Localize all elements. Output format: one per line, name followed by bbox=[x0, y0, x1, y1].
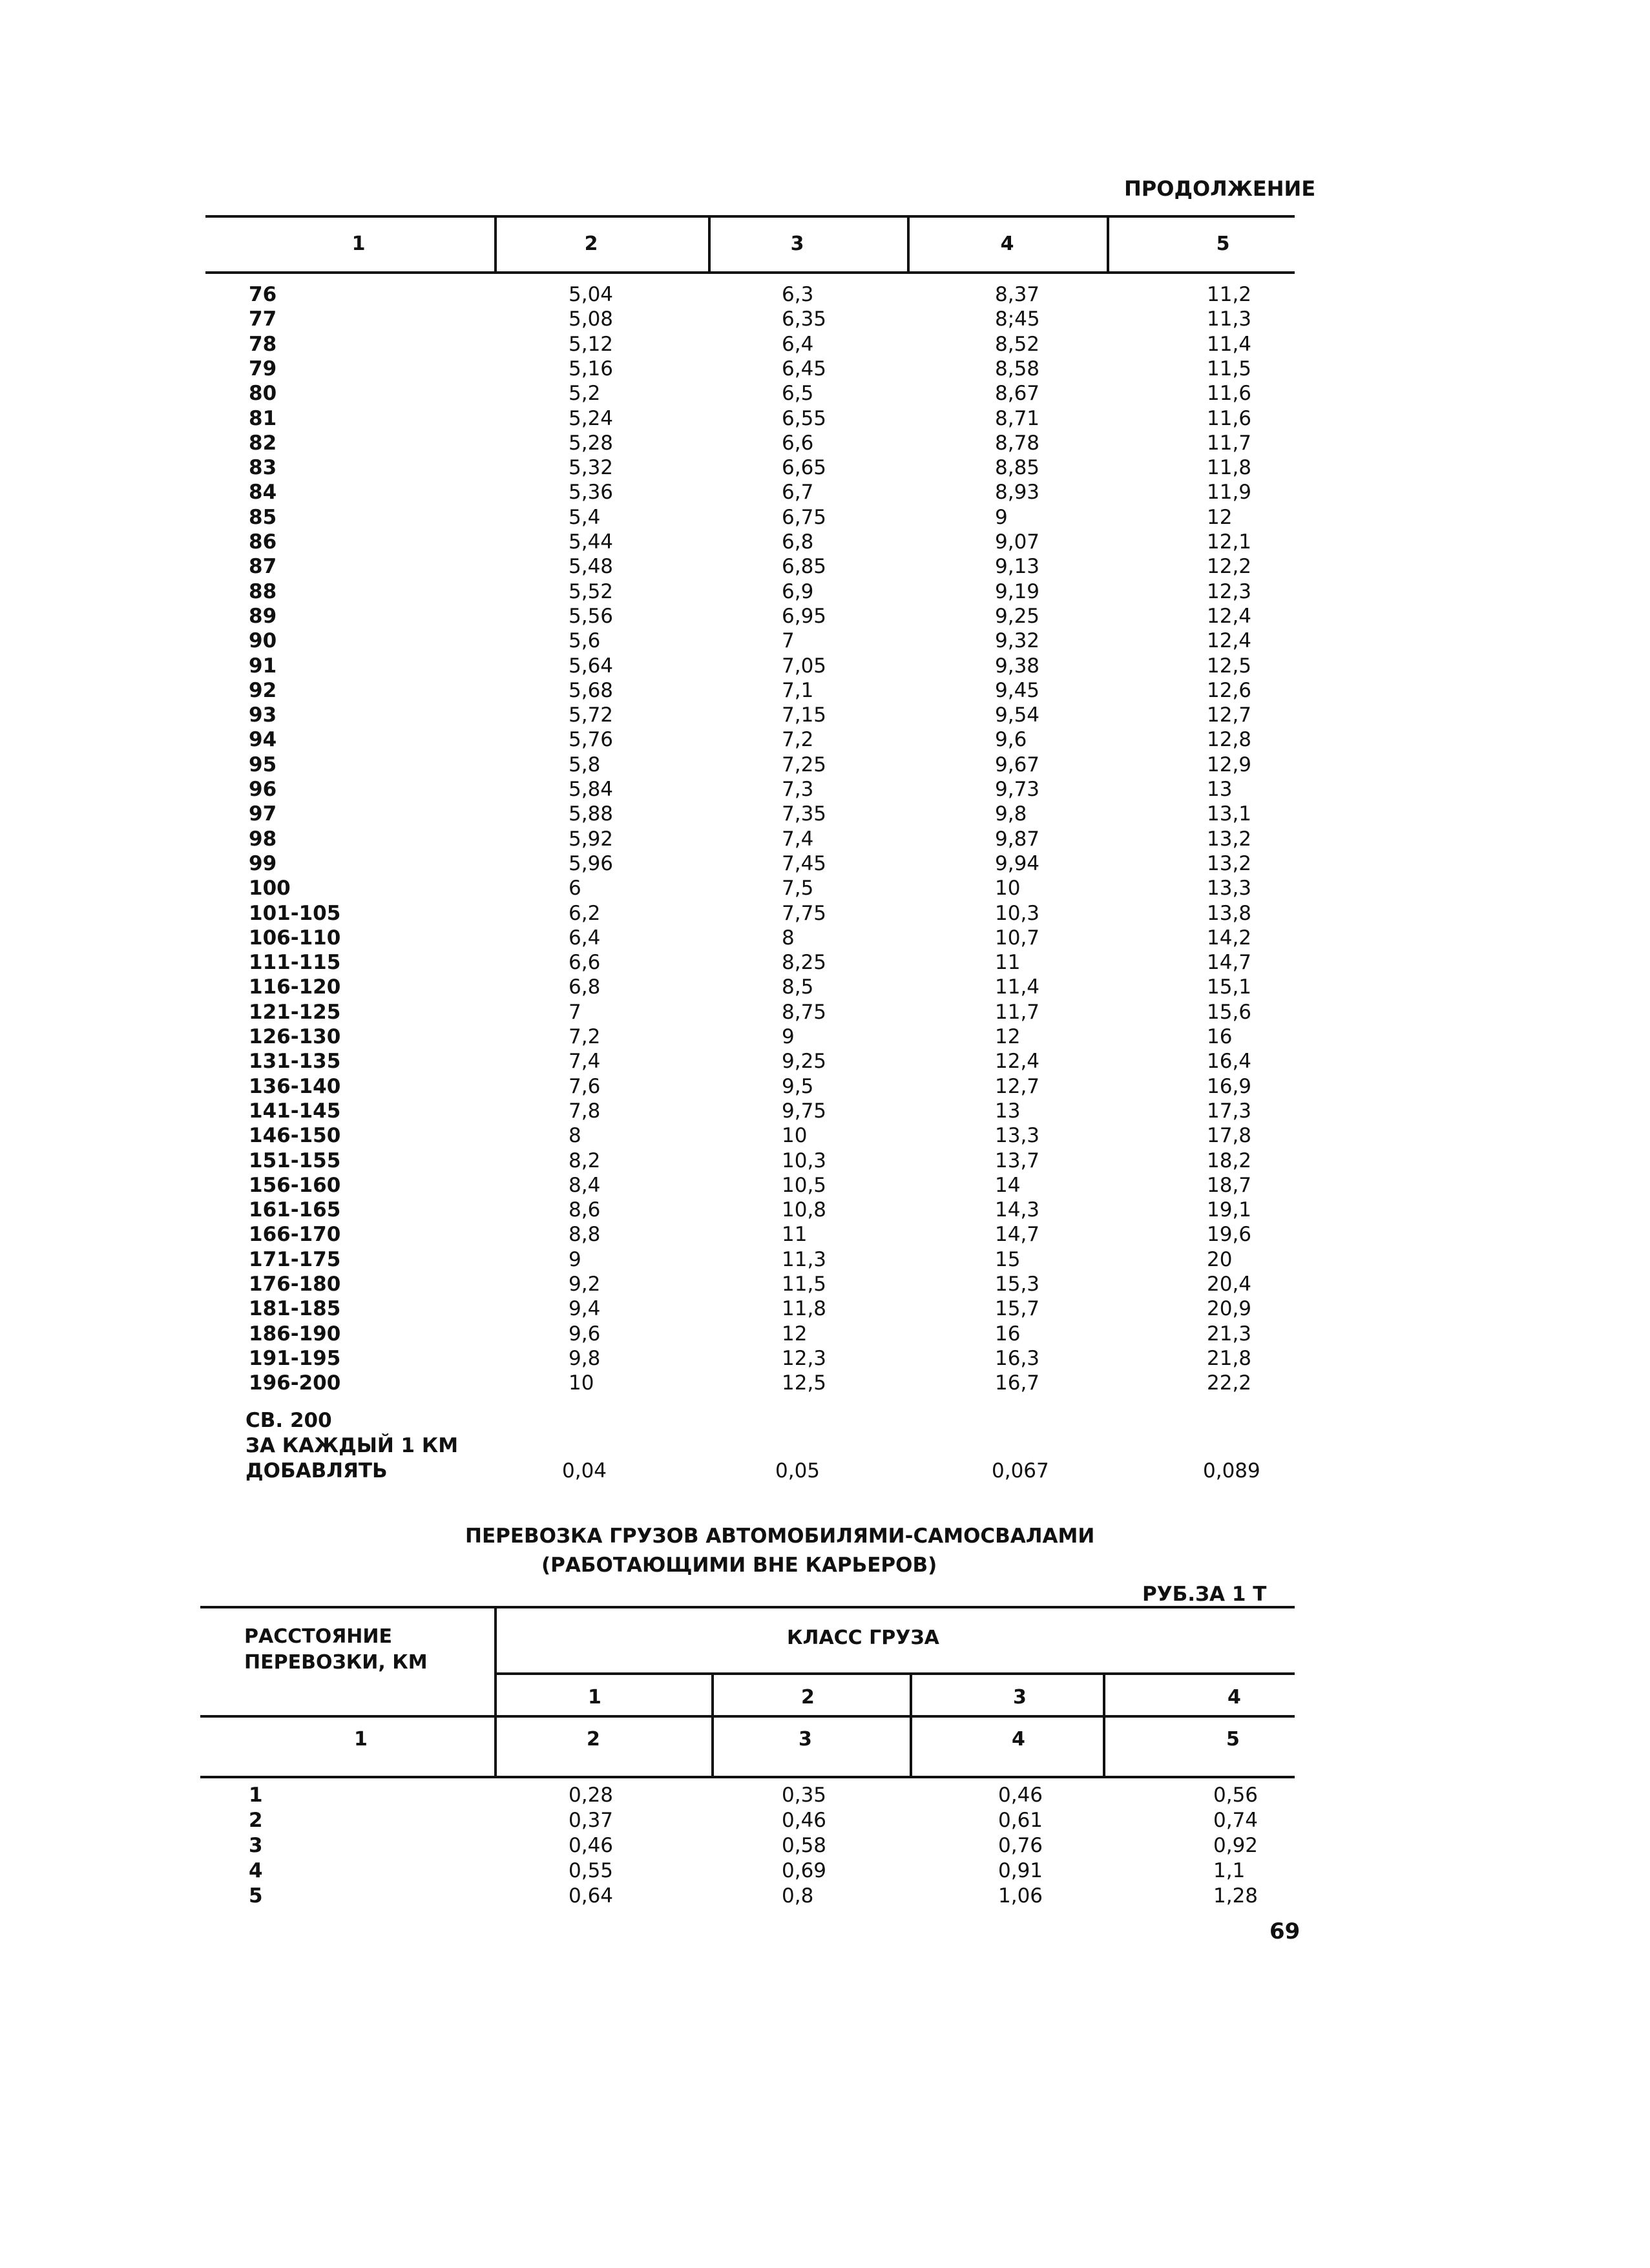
row-distance: 171-175 bbox=[249, 1247, 341, 1271]
table-cell: 7,2 bbox=[569, 1025, 601, 1048]
row-distance: 87 bbox=[249, 555, 277, 579]
row-distance: 86 bbox=[249, 530, 277, 554]
table-cell: 11 bbox=[995, 951, 1021, 975]
table-cell: 5,52 bbox=[569, 579, 614, 603]
continuation-label: ПРОДОЛЖЕНИЕ bbox=[1124, 176, 1316, 201]
table1-col-divider-1 bbox=[494, 215, 497, 274]
table-cell: 6,7 bbox=[782, 481, 814, 505]
table-cell: 8,71 bbox=[995, 406, 1040, 430]
table-cell: 5,92 bbox=[569, 827, 614, 851]
table-cell: 12 bbox=[995, 1025, 1021, 1048]
table-cell: 0,46 bbox=[998, 1784, 1043, 1807]
row-distance: 90 bbox=[249, 629, 277, 653]
table-cell: 6,75 bbox=[782, 505, 827, 529]
table-cell: 7,6 bbox=[569, 1074, 601, 1098]
table-cell: 0,61 bbox=[998, 1809, 1043, 1832]
table-cell: 7,25 bbox=[782, 753, 827, 776]
table-cell: 9,54 bbox=[995, 703, 1040, 727]
table-cell: 0,46 bbox=[569, 1834, 614, 1857]
table-cell: 7,05 bbox=[782, 654, 827, 678]
table2-column-number: 4 bbox=[1012, 1728, 1025, 1751]
table-cell: 13 bbox=[995, 1099, 1021, 1123]
table-cell: 5,6 bbox=[569, 629, 601, 653]
table-cell: 10,7 bbox=[995, 926, 1040, 950]
table-cell: 8,8 bbox=[569, 1223, 601, 1247]
table2-top-rule bbox=[200, 1606, 1295, 1608]
table1-col-divider-3 bbox=[907, 215, 910, 274]
table-cell: 6,4 bbox=[782, 332, 814, 356]
table-cell: 0,56 bbox=[1213, 1784, 1258, 1807]
table-cell: 12,7 bbox=[995, 1074, 1040, 1098]
row-distance: 156-160 bbox=[249, 1173, 341, 1197]
table-cell: 8,2 bbox=[569, 1149, 601, 1172]
row-distance: 89 bbox=[249, 604, 277, 628]
table-cell: 1,28 bbox=[1213, 1884, 1258, 1908]
row-distance: 100 bbox=[249, 877, 291, 900]
table-cell: 8,75 bbox=[782, 1000, 827, 1024]
per-km-label: ЗА КАЖДЫЙ 1 КМ bbox=[245, 1434, 459, 1457]
table-cell: 7,4 bbox=[569, 1050, 601, 1074]
table-cell: 9,73 bbox=[995, 778, 1040, 801]
table-cell: 7,1 bbox=[782, 678, 814, 702]
table-cell: 8,93 bbox=[995, 481, 1040, 505]
table-cell: 16,3 bbox=[995, 1346, 1040, 1370]
table-cell: 5,44 bbox=[569, 530, 614, 554]
table-cell: 5,72 bbox=[569, 703, 614, 727]
row-distance: 84 bbox=[249, 481, 277, 505]
table-cell: 11,4 bbox=[995, 975, 1040, 999]
table-cell: 9,6 bbox=[995, 728, 1027, 752]
table1-top-rule bbox=[205, 215, 1295, 218]
table-cell: 0,46 bbox=[782, 1809, 827, 1832]
table-cell: 15,3 bbox=[995, 1273, 1040, 1296]
row-distance: 98 bbox=[249, 827, 277, 851]
table-cell: 21,8 bbox=[1207, 1346, 1252, 1370]
table-cell: 9,5 bbox=[782, 1074, 814, 1098]
row-distance: 121-125 bbox=[249, 1000, 341, 1024]
table-cell: 10 bbox=[782, 1124, 808, 1148]
row-distance: 81 bbox=[249, 406, 277, 430]
table-cell: 12,5 bbox=[782, 1371, 827, 1395]
table-cell: 6,6 bbox=[782, 431, 814, 455]
table-cell: 7,2 bbox=[782, 728, 814, 752]
add-value: 0,089 bbox=[1203, 1459, 1260, 1483]
table-cell: 11,5 bbox=[782, 1273, 827, 1296]
table-cell: 6,85 bbox=[782, 555, 827, 579]
table-cell: 9,75 bbox=[782, 1099, 827, 1123]
cargo-class-number: 1 bbox=[588, 1686, 601, 1709]
table-cell: 13,7 bbox=[995, 1149, 1040, 1172]
table2-col-divider-3 bbox=[910, 1672, 912, 1778]
table-cell: 0,69 bbox=[782, 1859, 827, 1882]
table-cell: 9,45 bbox=[995, 678, 1040, 702]
table-cell: 9 bbox=[782, 1025, 795, 1048]
table-cell: 6,35 bbox=[782, 307, 827, 331]
table1-column-header: 5 bbox=[1216, 233, 1230, 255]
table-cell: 15,7 bbox=[995, 1297, 1040, 1321]
distance-header-line2: ПЕРЕВОЗКИ, КМ bbox=[244, 1651, 428, 1674]
table-cell: 12,1 bbox=[1207, 530, 1252, 554]
table-cell: 7,8 bbox=[569, 1099, 601, 1123]
table-cell: 14,7 bbox=[1207, 951, 1252, 975]
table-cell: 8,85 bbox=[995, 456, 1040, 480]
section2-unit: РУБ.ЗА 1 Т bbox=[1142, 1583, 1267, 1606]
table-cell: 8,25 bbox=[782, 951, 827, 975]
table-cell: 12 bbox=[782, 1322, 808, 1346]
table-cell: 9 bbox=[569, 1247, 581, 1271]
table-cell: 0,55 bbox=[569, 1859, 614, 1882]
table-cell: 13,2 bbox=[1207, 827, 1252, 851]
table-cell: 12,4 bbox=[1207, 629, 1252, 653]
table2-column-number: 1 bbox=[354, 1728, 368, 1751]
table2-header-bottom-rule bbox=[200, 1776, 1295, 1778]
table-cell: 14 bbox=[995, 1173, 1021, 1197]
table-cell: 11,6 bbox=[1207, 382, 1252, 406]
table-cell: 6,3 bbox=[782, 283, 814, 306]
table-cell: 12,9 bbox=[1207, 753, 1252, 776]
row-distance: 5 bbox=[249, 1884, 263, 1908]
table-cell: 6,45 bbox=[782, 357, 827, 380]
add-value: 0,04 bbox=[562, 1459, 607, 1483]
row-distance: 196-200 bbox=[249, 1371, 341, 1395]
table-cell: 7,5 bbox=[782, 877, 814, 900]
row-distance: 126-130 bbox=[249, 1025, 341, 1048]
table-cell: 5,8 bbox=[569, 753, 601, 776]
section2-title-line2: (РАБОТАЮЩИМИ ВНЕ КАРЬЕРОВ) bbox=[541, 1554, 937, 1577]
section2-title-line1: ПЕРЕВОЗКА ГРУЗОВ АВТОМОБИЛЯМИ-САМОСВАЛАМИ bbox=[465, 1524, 1095, 1548]
table-cell: 0,8 bbox=[782, 1884, 814, 1908]
table-cell: 10,3 bbox=[782, 1149, 827, 1172]
row-distance: 79 bbox=[249, 357, 277, 380]
table-cell: 12,2 bbox=[1207, 555, 1252, 579]
table-cell: 16,4 bbox=[1207, 1050, 1252, 1074]
page-number: 69 bbox=[1269, 1919, 1300, 1944]
row-distance: 96 bbox=[249, 778, 277, 801]
table-cell: 9,07 bbox=[995, 530, 1040, 554]
table-cell: 9,2 bbox=[569, 1273, 601, 1296]
row-distance: 2 bbox=[249, 1809, 263, 1832]
row-distance: 92 bbox=[249, 678, 277, 702]
table-cell: 10,5 bbox=[782, 1173, 827, 1197]
row-distance: 85 bbox=[249, 505, 277, 529]
table-cell: 5,24 bbox=[569, 406, 614, 430]
row-distance: 76 bbox=[249, 283, 277, 306]
table-cell: 9 bbox=[995, 505, 1008, 529]
table-cell: 8,6 bbox=[569, 1198, 601, 1222]
cargo-class-number: 2 bbox=[801, 1686, 815, 1709]
row-distance: 146-150 bbox=[249, 1124, 341, 1148]
table-cell: 8,67 bbox=[995, 382, 1040, 406]
table-cell: 0,76 bbox=[998, 1834, 1043, 1857]
table-cell: 8,37 bbox=[995, 283, 1040, 306]
table-cell: 13,1 bbox=[1207, 802, 1252, 826]
row-distance: 191-195 bbox=[249, 1346, 341, 1370]
table-cell: 5,4 bbox=[569, 505, 601, 529]
table-cell: 13,8 bbox=[1207, 901, 1252, 925]
table1-column-header: 2 bbox=[584, 233, 598, 255]
table-cell: 16 bbox=[995, 1322, 1021, 1346]
table-cell: 10 bbox=[995, 877, 1021, 900]
row-distance: 4 bbox=[249, 1859, 263, 1882]
table-cell: 7,35 bbox=[782, 802, 827, 826]
table-cell: 6,2 bbox=[569, 901, 601, 925]
table-cell: 0,64 bbox=[569, 1884, 614, 1908]
table-cell: 17,3 bbox=[1207, 1099, 1252, 1123]
table1-col-divider-2 bbox=[708, 215, 711, 274]
table-cell: 9,8 bbox=[569, 1346, 601, 1370]
table-cell: 13,3 bbox=[1207, 877, 1252, 900]
row-distance: 176-180 bbox=[249, 1273, 341, 1296]
table-cell: 0,92 bbox=[1213, 1834, 1258, 1857]
table-cell: 12,8 bbox=[1207, 728, 1252, 752]
add-value: 0,067 bbox=[992, 1459, 1049, 1483]
table-cell: 11,4 bbox=[1207, 332, 1252, 356]
table-cell: 9,38 bbox=[995, 654, 1040, 678]
table-cell: 12,5 bbox=[1207, 654, 1252, 678]
row-distance: 136-140 bbox=[249, 1074, 341, 1098]
row-distance: 77 bbox=[249, 307, 277, 331]
table2-col-divider-4 bbox=[1103, 1672, 1105, 1778]
table-cell: 10,3 bbox=[995, 901, 1040, 925]
table-cell: 0,35 bbox=[782, 1784, 827, 1807]
table-cell: 6,65 bbox=[782, 456, 827, 480]
table-cell: 6,9 bbox=[782, 579, 814, 603]
table-cell: 5,12 bbox=[569, 332, 614, 356]
table-cell: 1,1 bbox=[1213, 1859, 1246, 1882]
table-cell: 11,7 bbox=[995, 1000, 1040, 1024]
table-cell: 0,37 bbox=[569, 1809, 614, 1832]
row-distance: 88 bbox=[249, 579, 277, 603]
table-cell: 10 bbox=[569, 1371, 594, 1395]
table-cell: 22,2 bbox=[1207, 1371, 1252, 1395]
table-cell: 7,75 bbox=[782, 901, 827, 925]
table-cell: 5,32 bbox=[569, 456, 614, 480]
table-cell: 8;45 bbox=[995, 307, 1040, 331]
row-distance: 141-145 bbox=[249, 1099, 341, 1123]
table-cell: 12 bbox=[1207, 505, 1233, 529]
table1-column-header: 3 bbox=[790, 233, 804, 255]
row-distance: 161-165 bbox=[249, 1198, 341, 1222]
table-cell: 16 bbox=[1207, 1025, 1233, 1048]
over-200-label: СВ. 200 bbox=[245, 1409, 332, 1432]
table-cell: 12,4 bbox=[1207, 604, 1252, 628]
table-cell: 1,06 bbox=[998, 1884, 1043, 1908]
table-cell: 5,64 bbox=[569, 654, 614, 678]
table-cell: 5,68 bbox=[569, 678, 614, 702]
table-cell: 11,5 bbox=[1207, 357, 1252, 380]
row-distance: 99 bbox=[249, 851, 277, 875]
table-cell: 5,2 bbox=[569, 382, 601, 406]
table-cell: 7 bbox=[569, 1000, 581, 1024]
cargo-class-header: КЛАСС ГРУЗА bbox=[787, 1627, 939, 1649]
table-cell: 0,74 bbox=[1213, 1809, 1258, 1832]
row-distance: 116-120 bbox=[249, 975, 341, 999]
cargo-class-number: 3 bbox=[1013, 1686, 1027, 1709]
table-cell: 9,94 bbox=[995, 851, 1040, 875]
table-cell: 13 bbox=[1207, 778, 1233, 801]
table-cell: 20,4 bbox=[1207, 1273, 1252, 1296]
table-cell: 9,87 bbox=[995, 827, 1040, 851]
table-cell: 6,95 bbox=[782, 604, 827, 628]
table-cell: 5,96 bbox=[569, 851, 614, 875]
table-cell: 6,4 bbox=[569, 926, 601, 950]
table-cell: 19,6 bbox=[1207, 1223, 1252, 1247]
row-distance: 93 bbox=[249, 703, 277, 727]
row-distance: 1 bbox=[249, 1784, 263, 1807]
table-cell: 11,3 bbox=[1207, 307, 1252, 331]
table-cell: 21,3 bbox=[1207, 1322, 1252, 1346]
table-cell: 9,25 bbox=[782, 1050, 827, 1074]
table-cell: 11,2 bbox=[1207, 283, 1252, 306]
row-distance: 106-110 bbox=[249, 926, 341, 950]
row-distance: 166-170 bbox=[249, 1223, 341, 1247]
table-cell: 20 bbox=[1207, 1247, 1233, 1271]
table-cell: 12,6 bbox=[1207, 678, 1252, 702]
table-cell: 7,15 bbox=[782, 703, 827, 727]
table-cell: 15,6 bbox=[1207, 1000, 1252, 1024]
table-cell: 11 bbox=[782, 1223, 808, 1247]
table-cell: 11,3 bbox=[782, 1247, 827, 1271]
table-cell: 5,04 bbox=[569, 283, 614, 306]
table-cell: 8,4 bbox=[569, 1173, 601, 1197]
table-cell: 11,9 bbox=[1207, 481, 1252, 505]
table-cell: 6,6 bbox=[569, 951, 601, 975]
row-distance: 95 bbox=[249, 753, 277, 776]
row-distance: 91 bbox=[249, 654, 277, 678]
table1-header-bottom-rule bbox=[205, 271, 1295, 274]
row-distance: 151-155 bbox=[249, 1149, 341, 1172]
table-cell: 11,8 bbox=[1207, 456, 1252, 480]
table2-col-divider-1 bbox=[494, 1606, 497, 1778]
table-cell: 14,7 bbox=[995, 1223, 1040, 1247]
row-distance: 82 bbox=[249, 431, 277, 455]
table-cell: 8,52 bbox=[995, 332, 1040, 356]
table-cell: 20,9 bbox=[1207, 1297, 1252, 1321]
table-cell: 6,55 bbox=[782, 406, 827, 430]
table-cell: 5,56 bbox=[569, 604, 614, 628]
table-cell: 8,58 bbox=[995, 357, 1040, 380]
table2-class-rule bbox=[200, 1715, 1295, 1718]
table-cell: 9,25 bbox=[995, 604, 1040, 628]
table-cell: 15 bbox=[995, 1247, 1021, 1271]
table-cell: 9,8 bbox=[995, 802, 1027, 826]
table-cell: 9,4 bbox=[569, 1297, 601, 1321]
table-cell: 14,3 bbox=[995, 1198, 1040, 1222]
table-cell: 9,13 bbox=[995, 555, 1040, 579]
table-cell: 7,45 bbox=[782, 851, 827, 875]
table-cell: 11,7 bbox=[1207, 431, 1252, 455]
table-cell: 5,28 bbox=[569, 431, 614, 455]
table-cell: 19,1 bbox=[1207, 1198, 1252, 1222]
table-cell: 5,84 bbox=[569, 778, 614, 801]
row-distance: 111-115 bbox=[249, 951, 341, 975]
table-cell: 9,6 bbox=[569, 1322, 601, 1346]
row-distance: 3 bbox=[249, 1834, 263, 1857]
table-cell: 8 bbox=[782, 926, 795, 950]
table-cell: 13,3 bbox=[995, 1124, 1040, 1148]
row-distance: 94 bbox=[249, 728, 277, 752]
table1-col-divider-4 bbox=[1107, 215, 1109, 274]
table2-column-number: 3 bbox=[799, 1728, 812, 1751]
row-distance: 80 bbox=[249, 382, 277, 406]
row-distance: 83 bbox=[249, 456, 277, 480]
table-cell: 8 bbox=[569, 1124, 581, 1148]
table-cell: 8,78 bbox=[995, 431, 1040, 455]
table2-column-number: 5 bbox=[1226, 1728, 1240, 1751]
table-cell: 12,3 bbox=[1207, 579, 1252, 603]
row-distance: 131-135 bbox=[249, 1050, 341, 1074]
row-distance: 186-190 bbox=[249, 1322, 341, 1346]
table-cell: 6,8 bbox=[782, 530, 814, 554]
table-cell: 7,4 bbox=[782, 827, 814, 851]
table-cell: 0,91 bbox=[998, 1859, 1043, 1882]
table-cell: 5,36 bbox=[569, 481, 614, 505]
table-cell: 9,67 bbox=[995, 753, 1040, 776]
table-cell: 7 bbox=[782, 629, 795, 653]
table-cell: 0,28 bbox=[569, 1784, 614, 1807]
table-cell: 18,7 bbox=[1207, 1173, 1252, 1197]
table-cell: 7,3 bbox=[782, 778, 814, 801]
table-cell: 18,2 bbox=[1207, 1149, 1252, 1172]
table-cell: 11,8 bbox=[782, 1297, 827, 1321]
table2-group-rule bbox=[496, 1672, 1295, 1675]
row-distance: 181-185 bbox=[249, 1297, 341, 1321]
table1-column-header: 1 bbox=[351, 233, 366, 255]
table-cell: 14,2 bbox=[1207, 926, 1252, 950]
row-distance: 101-105 bbox=[249, 901, 341, 925]
distance-header-line1: РАССТОЯНИЕ bbox=[244, 1625, 393, 1648]
table-cell: 17,8 bbox=[1207, 1124, 1252, 1148]
row-distance: 97 bbox=[249, 802, 277, 826]
table-cell: 11,6 bbox=[1207, 406, 1252, 430]
table-cell: 6,8 bbox=[569, 975, 601, 999]
table-cell: 6 bbox=[569, 877, 581, 900]
table-cell: 5,08 bbox=[569, 307, 614, 331]
table-cell: 13,2 bbox=[1207, 851, 1252, 875]
table-cell: 0,58 bbox=[782, 1834, 827, 1857]
table-cell: 15,1 bbox=[1207, 975, 1252, 999]
table-cell: 16,9 bbox=[1207, 1074, 1252, 1098]
cargo-class-number: 4 bbox=[1227, 1686, 1241, 1709]
table-cell: 12,4 bbox=[995, 1050, 1040, 1074]
table-cell: 16,7 bbox=[995, 1371, 1040, 1395]
table-cell: 12,7 bbox=[1207, 703, 1252, 727]
table-cell: 5,88 bbox=[569, 802, 614, 826]
table-cell: 5,76 bbox=[569, 728, 614, 752]
table2-column-number: 2 bbox=[587, 1728, 600, 1751]
table-cell: 8,5 bbox=[782, 975, 814, 999]
add-label: ДОБАВЛЯТЬ bbox=[245, 1459, 388, 1483]
table1-column-header: 4 bbox=[1000, 233, 1014, 255]
table2-col-divider-2 bbox=[711, 1672, 714, 1778]
table-cell: 6,5 bbox=[782, 382, 814, 406]
table-cell: 5,48 bbox=[569, 555, 614, 579]
table-cell: 9,19 bbox=[995, 579, 1040, 603]
table-cell: 12,3 bbox=[782, 1346, 827, 1370]
table-cell: 10,8 bbox=[782, 1198, 827, 1222]
add-value: 0,05 bbox=[775, 1459, 820, 1483]
row-distance: 78 bbox=[249, 332, 277, 356]
table-cell: 9,32 bbox=[995, 629, 1040, 653]
table-cell: 5,16 bbox=[569, 357, 614, 380]
